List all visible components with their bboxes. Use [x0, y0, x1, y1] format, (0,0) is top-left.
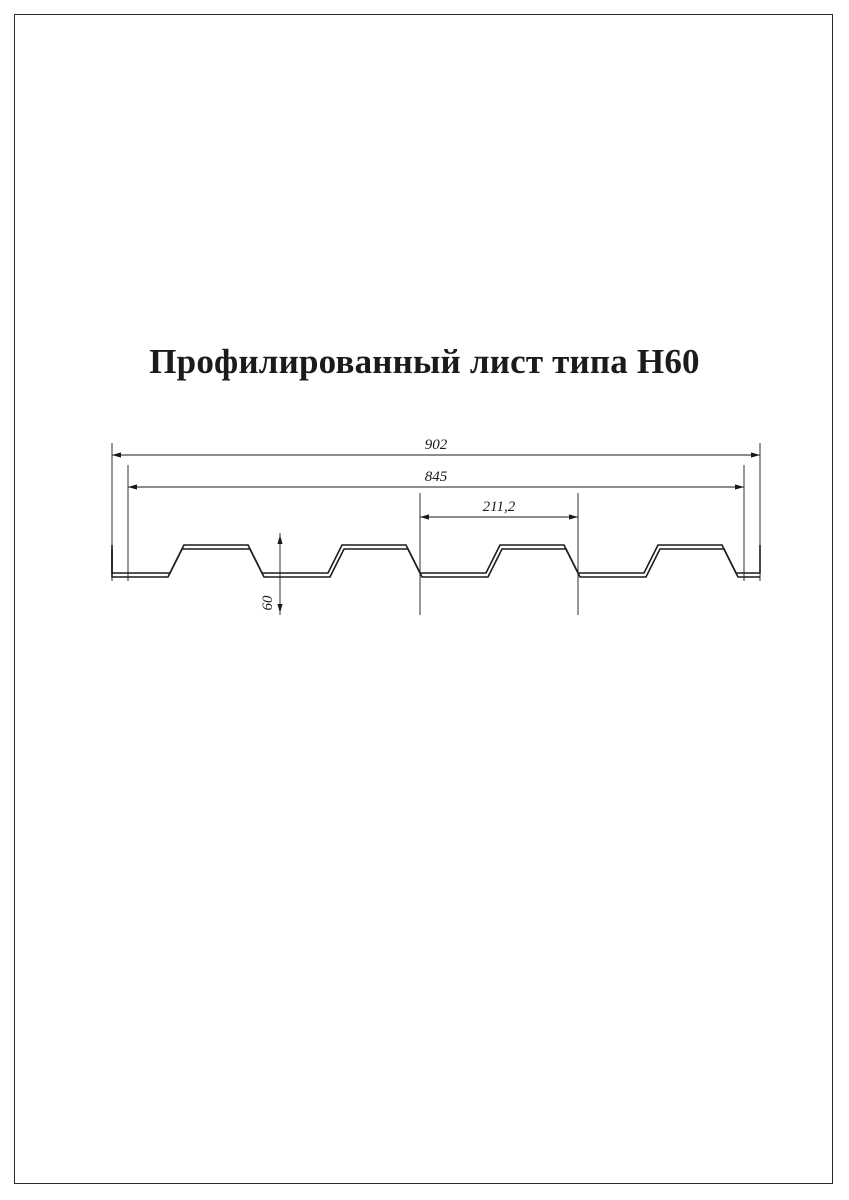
sheet-profile-outline [112, 545, 760, 577]
dimension-profile-height-label: 60 [260, 595, 276, 611]
dimension-useful-width-label: 845 [424, 469, 448, 485]
page-title: Профилированный лист типа Н60 [149, 342, 700, 381]
dimension-useful-width [128, 469, 744, 490]
dimension-total-width [112, 437, 760, 458]
dimension-wave-pitch [420, 499, 578, 520]
dimension-wave-pitch-label: 211,2 [482, 499, 516, 515]
profile-drawing [100, 425, 780, 705]
dimension-total-width-label: 902 [424, 437, 448, 453]
